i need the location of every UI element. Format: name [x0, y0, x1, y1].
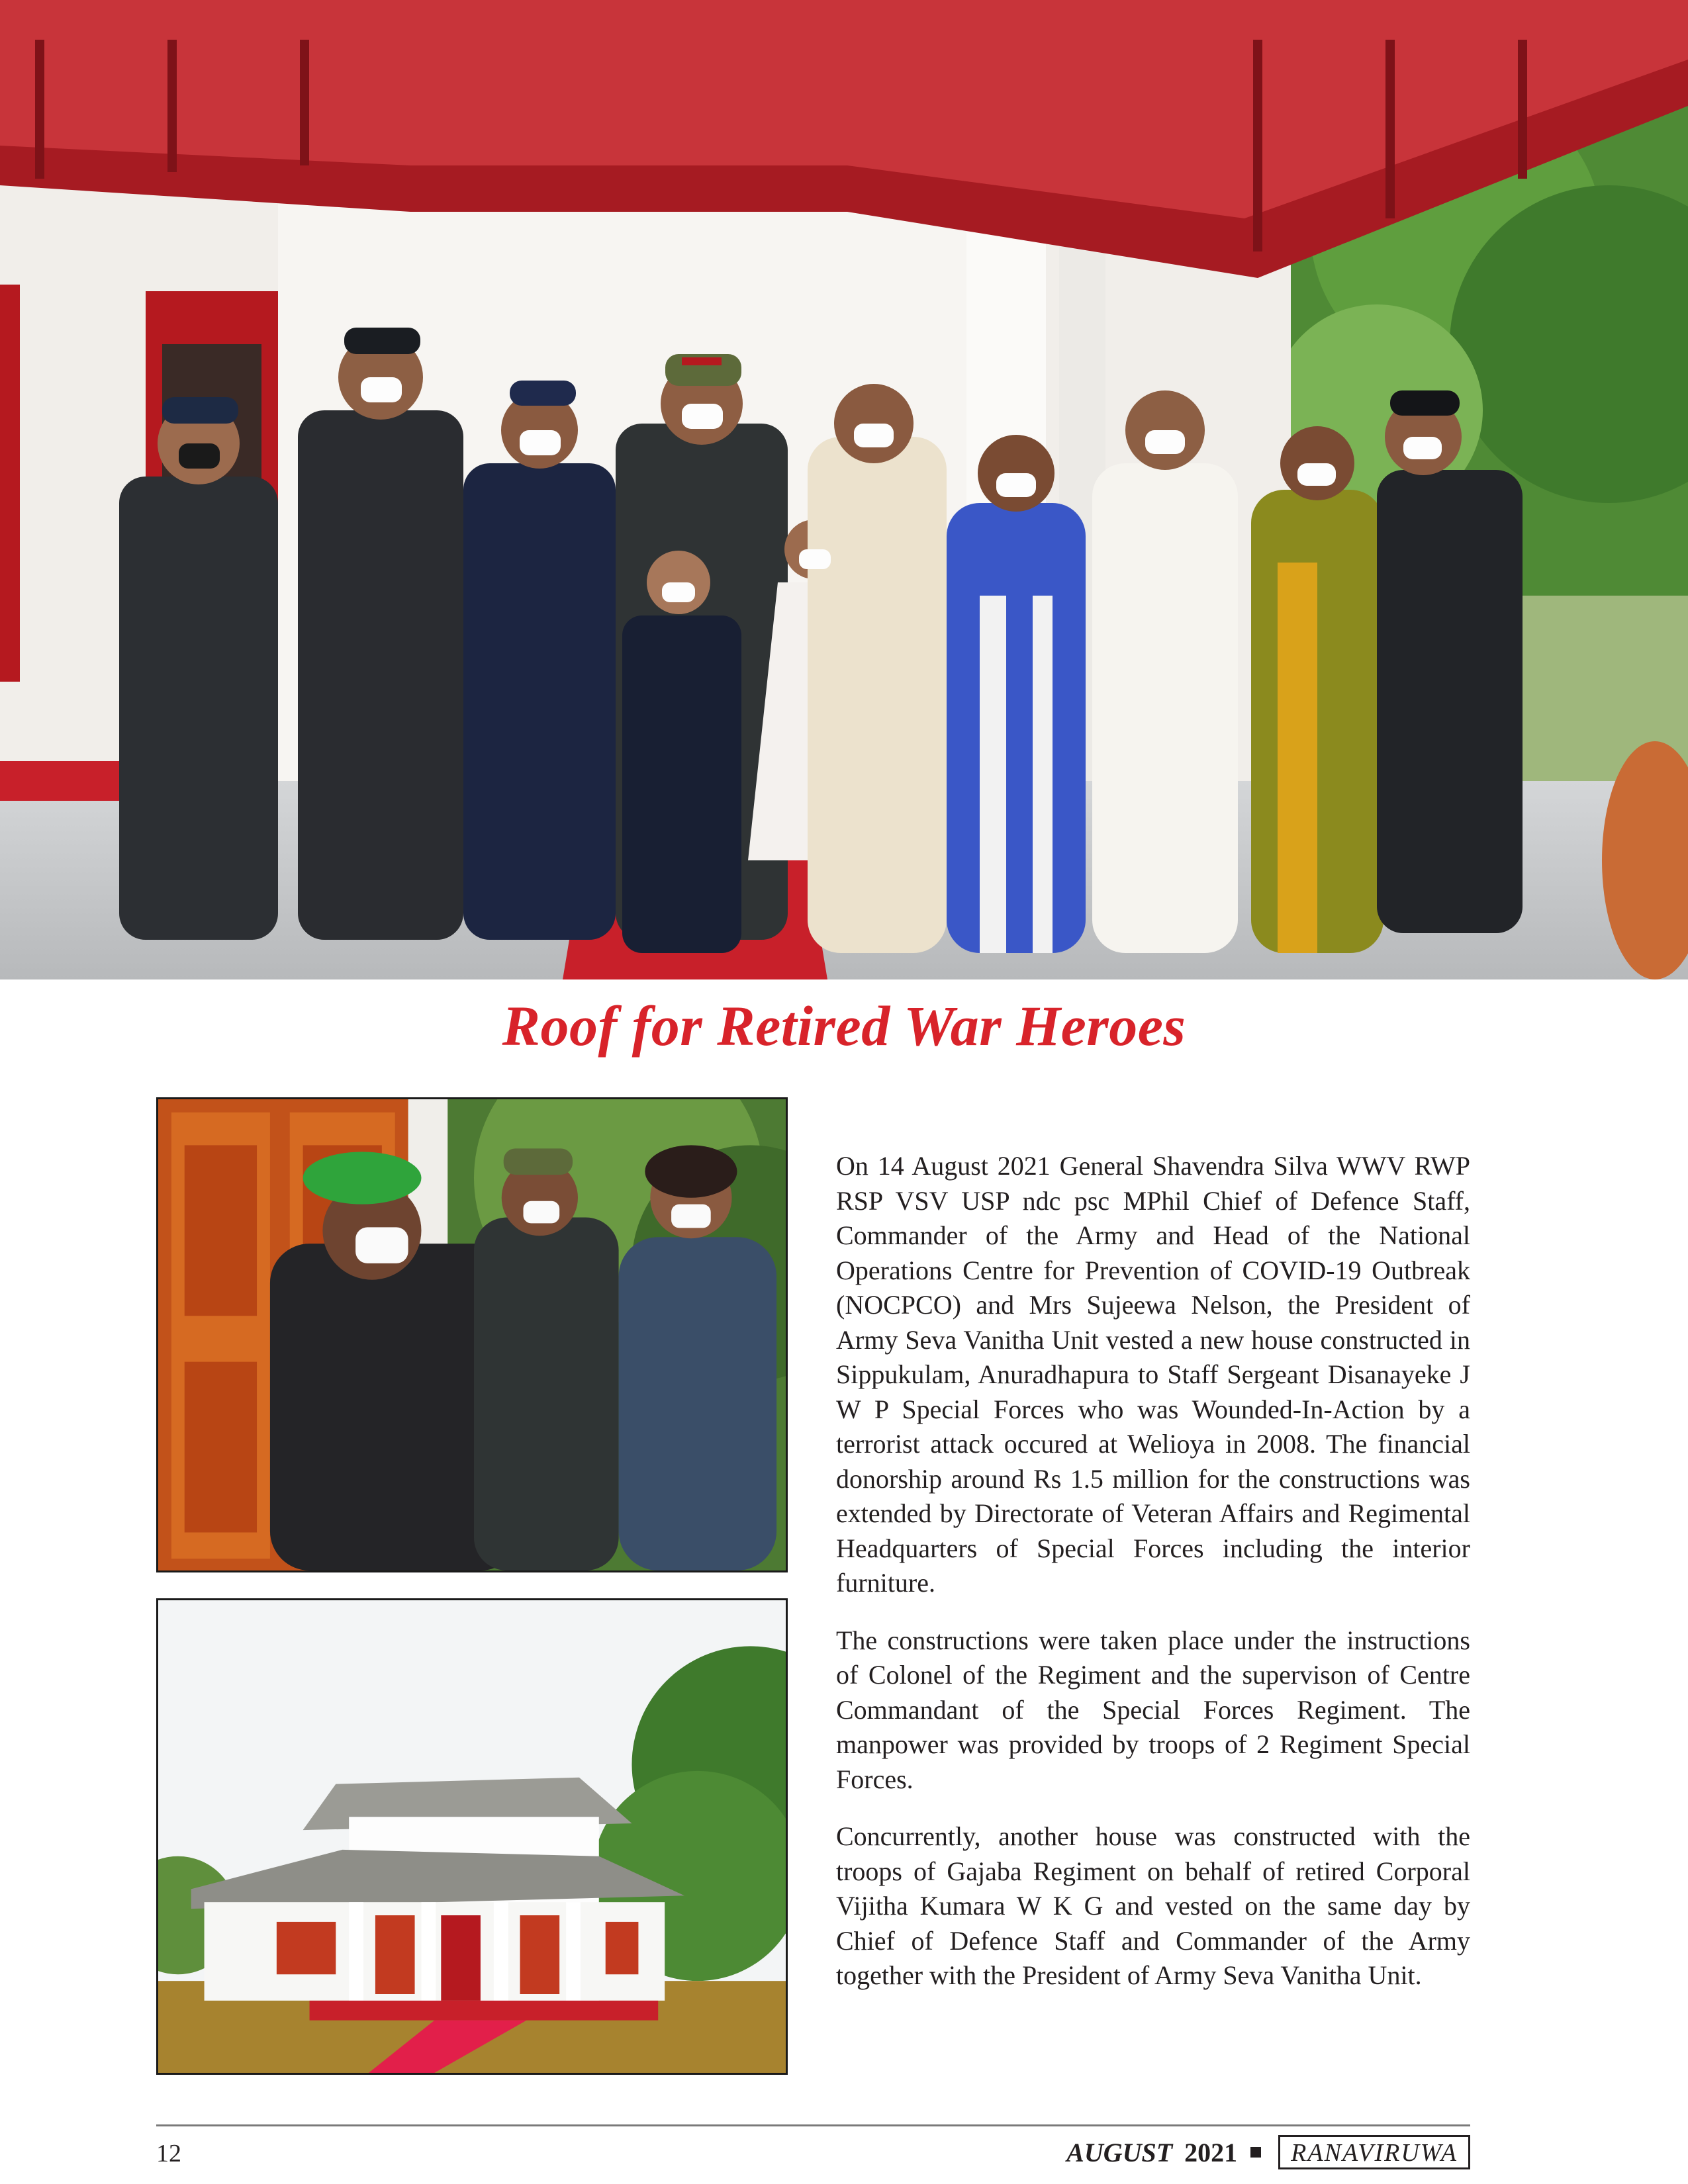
hero-group-photo	[0, 0, 1688, 979]
footer-divider	[156, 2124, 1470, 2126]
article-paragraph: Concurrently, another house was constructed with the troops of Gajaba Regiment on behalf of retired Corporal Vijitha Kumara W K G and vested on the same day by Chief of Defence Staff and Commander of the Army together with the President of Army Seva Vanitha Unit.	[836, 1821, 1470, 1990]
door-opening-photo	[156, 1097, 788, 1572]
page-number: 12	[156, 2140, 181, 2167]
magazine-name: RANAVIRUWA	[1278, 2135, 1470, 2169]
article-paragraph: On 14 August 2021 General Shavendra Silva WWV RWP RSP VSV USP ndc psc MPhil Chief of Defence Staff, Commander of the Army and Head of the National Operations Centre for Prevention of COVID-19 Outbreak (NOCPCO) and Mrs Sujeewa Nelson, the President of Army Seva Vanitha Unit vested a new house constructed in Sippukulam, Anuradhapura to Staff Sergeant Disanayeke J W P Special Forces who was Wounded-In-Action by a terrorist attack occured at Welioya in 2008. The financial donorship around Rs 1.5 million for the constructions was extended by Directorate of Veteran Affairs and Regimental Headquarters of Special Forces including the interior furniture.	[836, 1151, 1470, 1598]
footer-issue	[1066, 2135, 1470, 2169]
issue-month: AUGUST	[1066, 2137, 1173, 2167]
article-headline: Roof for Retired War Heroes	[502, 994, 1186, 1058]
square-bullet-icon	[1250, 2147, 1261, 2158]
article-paragraph: The constructions were taken place under the instructions of Colonel of the Regiment and the supervison of Centre Commandant of the Special Forces Regiment. The manpower was provided by troops of 2 Regiment Special Forces.	[836, 1625, 1470, 1794]
new-house-photo	[156, 1598, 788, 2075]
article-body	[836, 1149, 1470, 2016]
issue-year: 2021	[1184, 2137, 1238, 2167]
